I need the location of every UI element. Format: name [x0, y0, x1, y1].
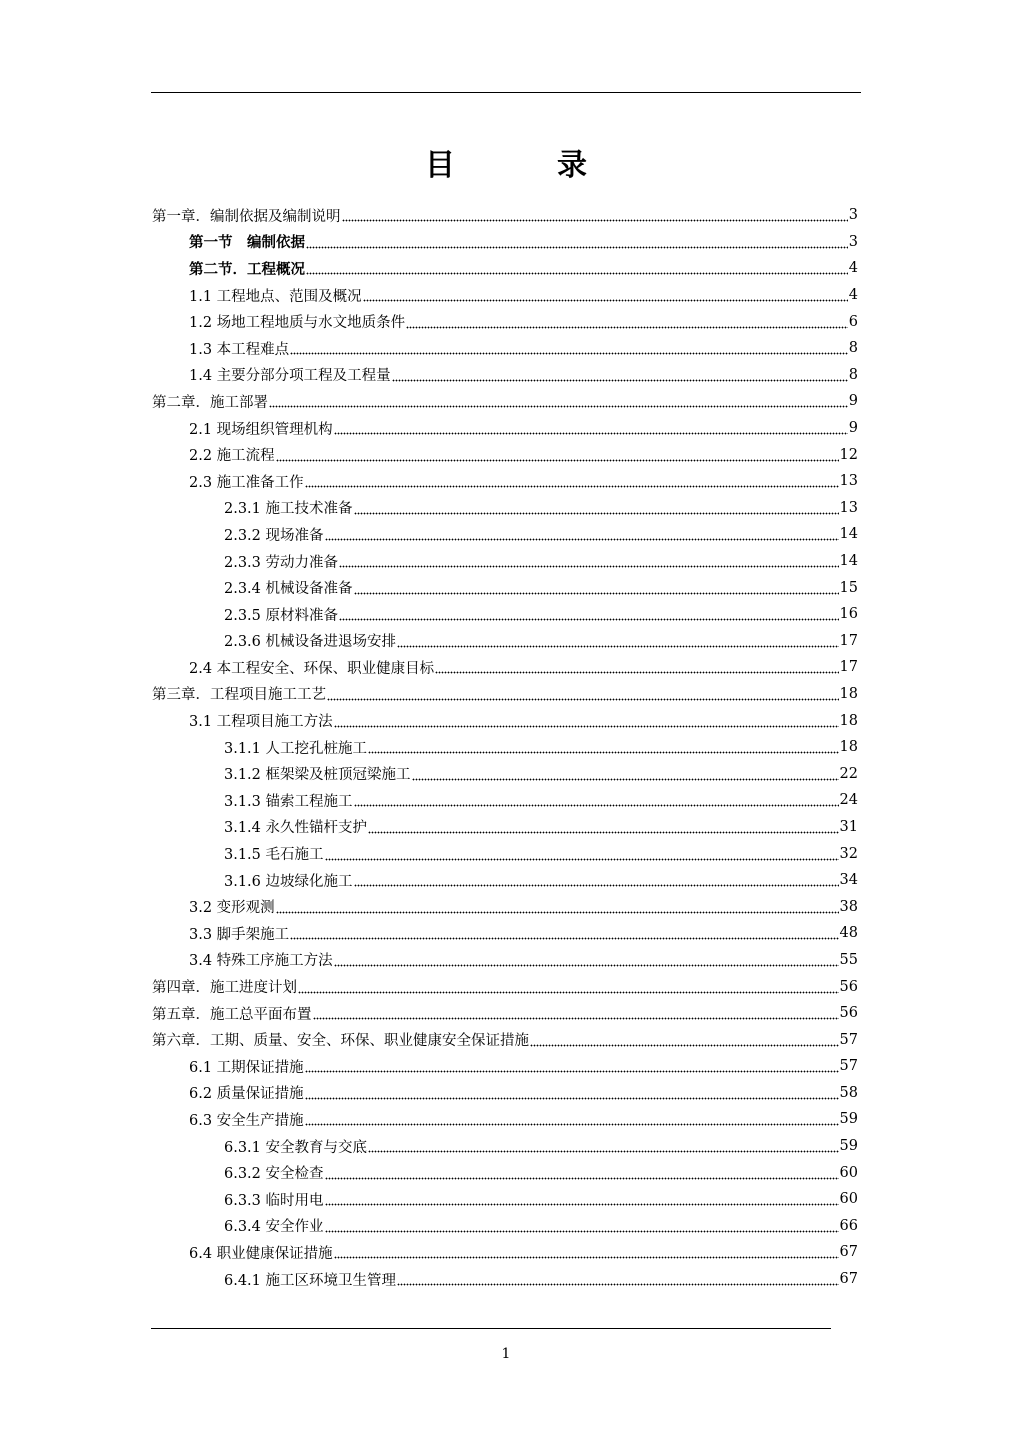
toc-leader-dots [325, 1166, 839, 1180]
toc-entry-title: 2.3.2 现场准备 [224, 527, 324, 544]
toc-leader-dots [276, 900, 839, 914]
toc-entry-title: 6.2 质量保证措施 [189, 1086, 304, 1103]
toc-entry-title: 3.1 工程项目施工方法 [189, 714, 333, 731]
toc-entry[interactable] [152, 1159, 858, 1186]
toc-entry-page: 4 [848, 260, 858, 277]
toc-entry-title: 6.4 职业健康保证措施 [189, 1245, 333, 1262]
toc-entry-page: 60 [839, 1164, 858, 1181]
toc-leader-dots [306, 235, 848, 249]
toc-entry-page: 14 [839, 553, 858, 570]
toc-entry[interactable] [152, 521, 858, 548]
toc-entry-title: 6.3.4 安全作业 [224, 1219, 324, 1236]
toc-entry-page: 12 [839, 446, 858, 463]
toc-leader-dots [530, 1033, 839, 1047]
toc-entry-page: 57 [839, 1031, 858, 1048]
toc-entry-page: 57 [839, 1058, 858, 1075]
toc-entry[interactable] [152, 1000, 858, 1027]
toc-entry-title: 2.4 本工程安全、环保、职业健康目标 [189, 660, 435, 677]
toc-entry-title: 2.1 现场组织管理机构 [189, 421, 333, 438]
toc-entry-page: 6 [848, 313, 858, 330]
toc-entry[interactable] [152, 282, 858, 309]
toc-entry-title: 3.1.1 人工挖孔桩施工 [224, 740, 368, 757]
toc-entry-page: 67 [839, 1244, 858, 1261]
toc-entry-page: 16 [839, 606, 858, 623]
toc-entry[interactable] [152, 1106, 858, 1133]
toc-leader-dots [269, 394, 848, 408]
toc-leader-dots [392, 368, 848, 382]
toc-entry-page: 8 [848, 340, 858, 357]
toc-entry-title: 1.2 场地工程地质与水文地质条件 [189, 315, 406, 332]
toc-leader-dots [290, 926, 838, 940]
toc-entry[interactable] [152, 840, 858, 867]
toc-entry-title: 6.4.1 施工区环境卫生管理 [224, 1272, 397, 1289]
toc-leader-dots [327, 687, 839, 701]
toc-leader-dots [368, 820, 839, 834]
toc-entry-page: 56 [839, 978, 858, 995]
header-rule [151, 92, 861, 93]
toc-leader-dots [334, 421, 848, 435]
toc-entry-page: 60 [839, 1191, 858, 1208]
toc-entry[interactable] [152, 441, 858, 468]
toc-entry-page: 8 [848, 366, 858, 383]
toc-entry-title: 2.3.3 劳动力准备 [224, 554, 339, 571]
toc-entry-title: 1.1 工程地点、范围及概况 [189, 288, 362, 305]
toc-entry-title: 2.3.4 机械设备准备 [224, 581, 353, 598]
toc-entry-page: 56 [839, 1005, 858, 1022]
toc-entry[interactable] [152, 415, 858, 442]
toc-leader-dots [325, 527, 839, 541]
title-char-right: 录 [557, 148, 587, 183]
toc-entry-title: 1.3 本工程难点 [189, 341, 290, 358]
toc-entry-title: 第一章．编制依据及编制说明 [152, 208, 341, 225]
toc-entry-page: 18 [839, 685, 858, 702]
toc-entry[interactable] [152, 388, 858, 415]
toc-entry-page: 55 [839, 951, 858, 968]
toc-entry[interactable] [152, 760, 858, 787]
toc-leader-dots [368, 740, 839, 754]
toc-entry[interactable] [152, 574, 858, 601]
toc-entry[interactable] [152, 1266, 858, 1293]
toc-entry[interactable] [152, 308, 858, 335]
toc-entry[interactable] [152, 495, 858, 522]
toc-leader-dots [397, 1272, 839, 1286]
toc-entry-title: 第一节 编制依据 [189, 234, 305, 252]
toc-entry-title: 3.2 变形观测 [189, 900, 275, 917]
toc-entry-page: 9 [848, 420, 858, 437]
toc-entry-page: 32 [839, 845, 858, 862]
toc-entry-page: 59 [839, 1138, 858, 1155]
toc-entry-title: 1.4 主要分部分项工程及工程量 [189, 368, 391, 385]
toc-entry-title: 6.3.2 安全检查 [224, 1166, 324, 1183]
toc-entry-title: 第五章．施工总平面布置 [152, 1006, 312, 1023]
toc-leader-dots [276, 448, 839, 462]
toc-entry-title: 3.1.2 框架梁及桩顶冠梁施工 [224, 767, 411, 784]
toc-entry-page: 15 [839, 579, 858, 596]
toc-leader-dots [325, 1192, 839, 1206]
toc-entry-title: 第二章．施工部署 [152, 394, 268, 411]
toc-entry[interactable] [152, 1026, 858, 1053]
toc-entry[interactable] [152, 734, 858, 761]
toc-entry[interactable] [152, 681, 858, 708]
toc-entry-page: 17 [839, 632, 858, 649]
toc-leader-dots [298, 980, 839, 994]
toc-entry[interactable] [152, 202, 858, 229]
toc-entry-title: 6.3.1 安全教育与交底 [224, 1139, 368, 1156]
toc-entry-title: 6.1 工期保证措施 [189, 1059, 304, 1076]
toc-leader-dots [305, 1059, 839, 1073]
toc-leader-dots [306, 261, 848, 275]
toc-entry-page: 34 [839, 872, 858, 889]
toc-entry[interactable] [152, 601, 858, 628]
toc-entry-page: 66 [839, 1217, 858, 1234]
toc-entry-title: 第三章．工程项目施工工艺 [152, 687, 326, 704]
toc-entry-title: 3.1.6 边坡绿化施工 [224, 873, 353, 890]
toc-entry[interactable] [152, 1133, 858, 1160]
toc-entry[interactable] [152, 255, 858, 282]
toc-entry-title: 2.3 施工准备工作 [189, 474, 304, 491]
toc-leader-dots [363, 288, 848, 302]
toc-entry-title: 3.3 脚手架施工 [189, 926, 290, 943]
toc-leader-dots [313, 1006, 839, 1020]
toc-entry-title: 6.3.3 临时用电 [224, 1192, 324, 1209]
toc-entry-page: 59 [839, 1111, 858, 1128]
toc-entry[interactable] [152, 947, 858, 974]
toc-entry-title: 3.1.5 毛石施工 [224, 847, 324, 864]
toc-leader-dots [325, 1219, 839, 1233]
toc-entry-page: 24 [839, 792, 858, 809]
toc-entry-page: 48 [839, 925, 858, 942]
toc-leader-dots [354, 873, 839, 887]
toc-entry-title: 第六章．工期、质量、安全、环保、职业健康安全保证措施 [152, 1033, 529, 1050]
toc-leader-dots [406, 315, 848, 329]
toc-leader-dots [305, 1086, 839, 1100]
toc-leader-dots [342, 208, 848, 222]
toc-leader-dots [305, 474, 839, 488]
toc-entry[interactable] [152, 787, 858, 814]
toc-leader-dots [334, 953, 839, 967]
toc-entry-title: 2.2 施工流程 [189, 448, 275, 465]
toc-entry-page: 14 [839, 526, 858, 543]
footer-rule [151, 1328, 831, 1329]
toc-leader-dots [435, 660, 838, 674]
toc-entry-title: 3.4 特殊工序施工方法 [189, 953, 333, 970]
toc-entry-title: 3.1.4 永久性锚杆支护 [224, 820, 368, 837]
toc-leader-dots [290, 341, 848, 355]
toc-entry[interactable] [152, 814, 858, 841]
toc-leader-dots [305, 1112, 839, 1126]
toc-entry-page: 3 [848, 233, 858, 250]
toc-leader-dots [397, 634, 839, 648]
toc-entry-page: 38 [839, 898, 858, 915]
title-char-left: 目 [425, 148, 455, 183]
toc-entry[interactable] [152, 1239, 858, 1266]
toc-entry[interactable] [152, 707, 858, 734]
toc-entry[interactable] [152, 973, 858, 1000]
toc-entry[interactable] [152, 335, 858, 362]
toc-entry[interactable] [152, 548, 858, 575]
toc-entry-page: 67 [839, 1271, 858, 1288]
toc-entry-page: 17 [839, 659, 858, 676]
page-title [151, 140, 861, 184]
toc-entry-title: 2.3.1 施工技术准备 [224, 501, 353, 518]
table-of-contents [152, 202, 858, 1292]
toc-entry[interactable] [152, 468, 858, 495]
toc-entry[interactable] [152, 867, 858, 894]
toc-leader-dots [368, 1139, 839, 1153]
toc-entry-page: 4 [848, 287, 858, 304]
toc-leader-dots [339, 554, 839, 568]
toc-leader-dots [334, 714, 839, 728]
toc-entry[interactable] [152, 1053, 858, 1080]
toc-leader-dots [354, 501, 839, 515]
toc-entry[interactable] [152, 628, 858, 655]
toc-entry-title: 3.1.3 锚索工程施工 [224, 793, 353, 810]
toc-entry[interactable] [152, 229, 858, 256]
toc-entry-page: 18 [839, 739, 858, 756]
toc-entry-title: 6.3 安全生产措施 [189, 1112, 304, 1129]
toc-entry-page: 13 [839, 499, 858, 516]
toc-leader-dots [334, 1245, 839, 1259]
toc-entry[interactable] [152, 1080, 858, 1107]
toc-entry-title: 2.3.6 机械设备进退场安排 [224, 634, 397, 651]
toc-leader-dots [354, 581, 839, 595]
toc-entry-page: 9 [848, 393, 858, 410]
toc-leader-dots [325, 847, 839, 861]
toc-entry-page: 18 [839, 712, 858, 729]
page-number: 1 [501, 1346, 511, 1362]
toc-leader-dots [339, 607, 839, 621]
toc-entry-title: 第二节．工程概况 [189, 260, 305, 278]
toc-entry-page: 58 [839, 1084, 858, 1101]
toc-entry[interactable] [152, 893, 858, 920]
toc-entry-page: 31 [839, 818, 858, 835]
toc-entry-page: 13 [839, 473, 858, 490]
toc-entry-page: 22 [839, 765, 858, 782]
toc-entry[interactable] [152, 1186, 858, 1213]
toc-entry-title: 第四章．施工进度计划 [152, 980, 297, 997]
toc-leader-dots [354, 793, 839, 807]
toc-entry[interactable] [152, 362, 858, 389]
toc-entry[interactable] [152, 1213, 858, 1240]
toc-entry[interactable] [152, 920, 858, 947]
toc-entry-page: 3 [848, 207, 858, 224]
toc-leader-dots [412, 767, 839, 781]
toc-entry[interactable] [152, 654, 858, 681]
toc-entry-title: 2.3.5 原材料准备 [224, 607, 339, 624]
